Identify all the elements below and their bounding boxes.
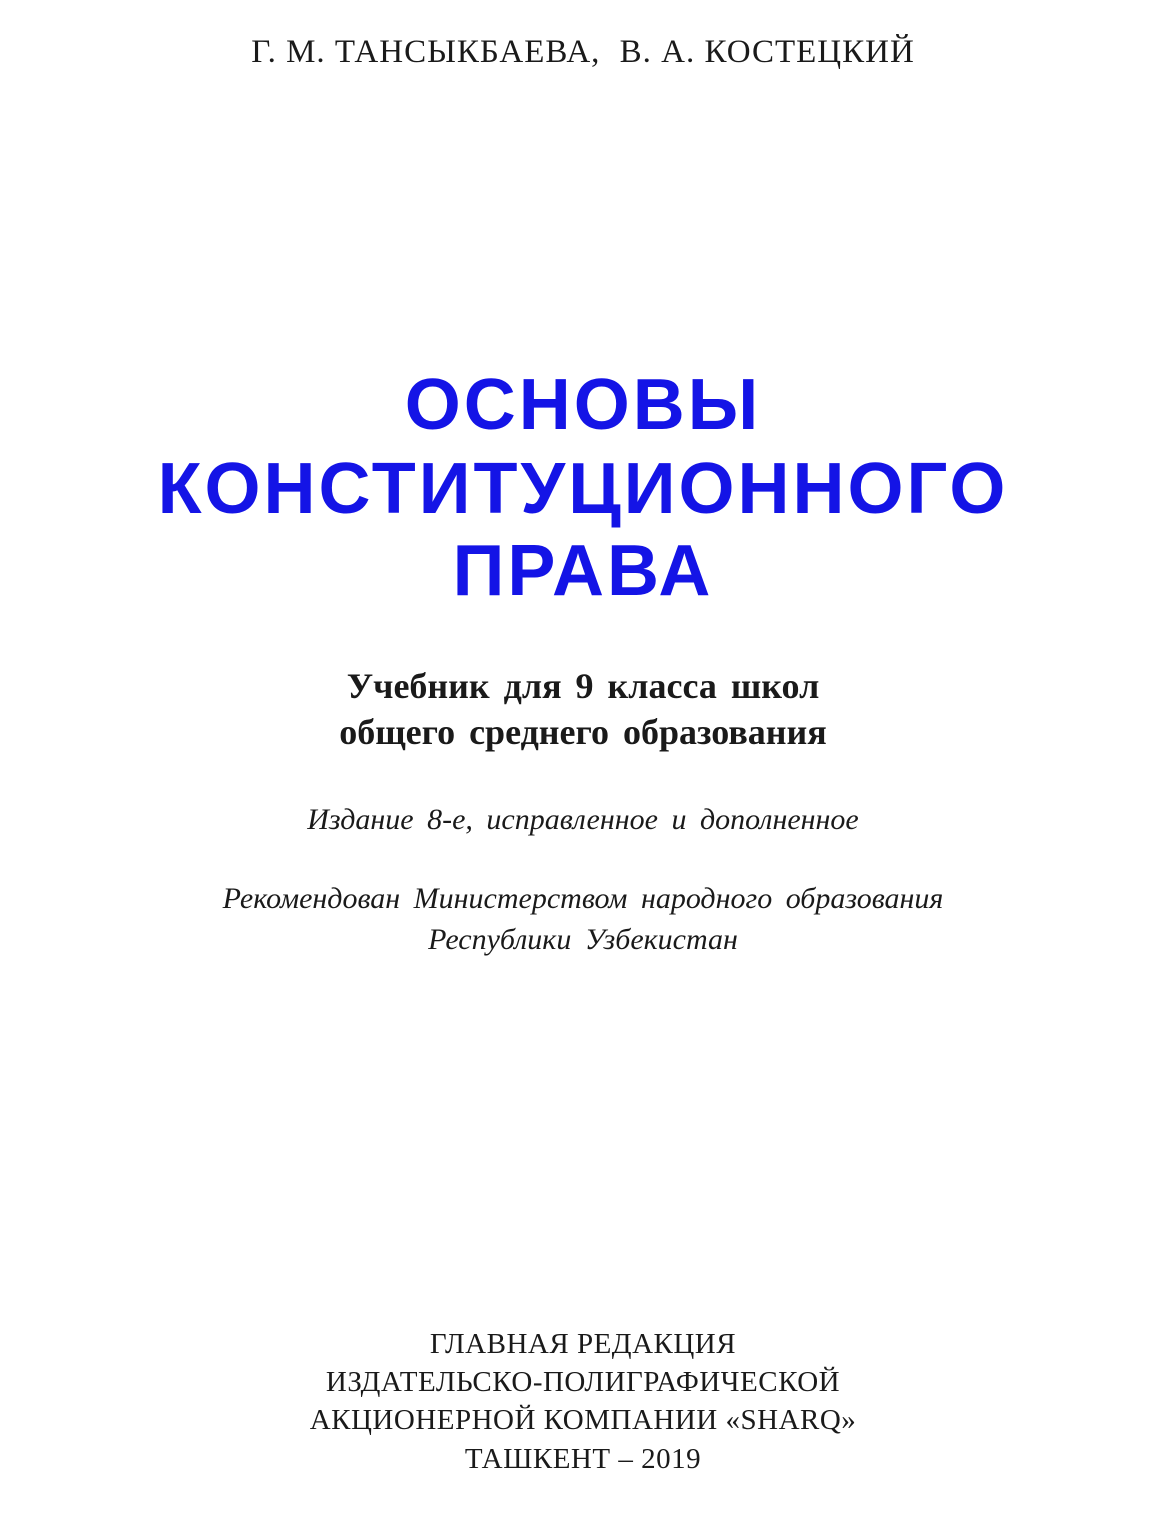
publication-city-year: ТАШКЕНТ – 2019 xyxy=(464,1443,702,1475)
subtitle-line-2: общего среднего образования xyxy=(339,712,827,752)
subtitle-line-1: Учебник для 9 класса школ xyxy=(346,666,820,706)
recommendation-line-2: Республики Узбекистан xyxy=(428,923,738,956)
author-1: Г. М. ТАНСЫКБАЕВА, xyxy=(251,34,601,70)
publisher-line-3: АКЦИОНЕРНОЙ КОМПАНИИ «SHARQ» xyxy=(309,1404,857,1436)
book-title-line-1: ОСНОВЫ xyxy=(404,365,762,445)
recommendation-line-1: Рекомендован Министерством народного образования xyxy=(222,882,944,915)
book-title-line-2: КОНСТИТУЦИОННОГО xyxy=(157,449,1009,529)
publisher-line-2: ИЗДАТЕЛЬСКО-ПОЛИГРАФИЧЕСКОЙ xyxy=(325,1366,841,1398)
authors xyxy=(0,28,1166,76)
book-title-line-3: ПРАВА xyxy=(452,531,714,611)
edition-note: Издание 8-е, исправленное и дополненное xyxy=(307,803,859,836)
publisher-line-1: ГЛАВНАЯ РЕДАКЦИЯ xyxy=(429,1328,737,1360)
author-2: В. А. КОСТЕЦКИЙ xyxy=(619,34,915,70)
